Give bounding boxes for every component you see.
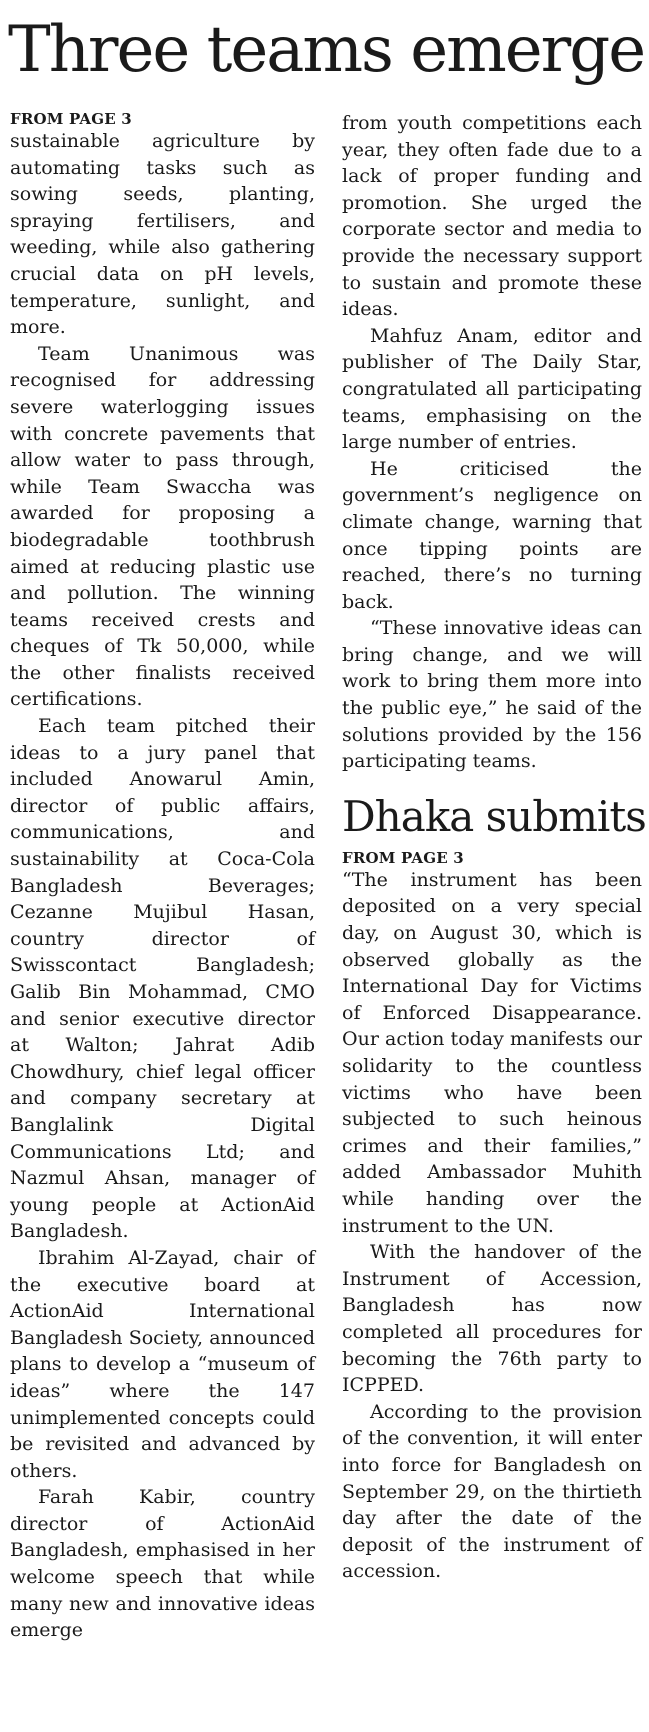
headline-three-teams-emerge: Three teams emerge (8, 13, 645, 87)
article-paragraph: Ibrahim Al-Zayad, chair of the executive board at ActionAid International Bangladesh Society, announced plans to develop a “museum of ideas” where the 147 unimplemented concepts could be revisited and advanced by others. (10, 1246, 315, 1482)
article-paragraph: He criticised the government’s negligence on climate change, warning that once tipping points are reached, there’s no turning back. (342, 457, 642, 613)
article-paragraph: sustainable agriculture by automating tasks such as sowing seeds, planting, spraying fertilisers, and weeding, while also gathering crucial data on pH levels, temperature, sunlight, and more. (10, 130, 315, 339)
kicker-from-page-3: FROM PAGE 3 (342, 848, 464, 867)
article-paragraph: “These innovative ideas can bring change, and we will work to bring them more into the public eye,” he said of the solutions provided by the 156 participating teams. (342, 617, 642, 773)
article-paragraph: According to the provision of the convention, it will enter into force for Bangladesh on September 29, on the thirtieth day after the date of the deposit of the instrument of accession. (342, 1400, 642, 1583)
headline-dhaka-submits: Dhaka submits (342, 791, 646, 841)
article-paragraph: Each team pitched their ideas to a jury panel that included Anowarul Amin, director of public affairs, communications, and sustainability at Coca-Cola Bangladesh Beverages; Cezanne Mujibul Hasan, country director of Swisscontact Bangladesh; Galib Bin Mohammad, CMO and senior executive director at Walton; Jahrat Adib Chowdhury, chief legal officer and company secretary at Banglalink Digital Communications Ltd; and Nazmul Ahsan, manager of young people at ActionAid Bangladesh. (10, 715, 315, 1243)
article-paragraph: “The instrument has been deposited on a very special day, on August 30, which is observed globally as the International Day for Victims of Enforced Disappearance. Our action today manifests our solidarity to the countless victims who have been subjected to such heinous crimes and their families,” added Ambassador Muhith while handing over the instrument to the UN. (342, 868, 642, 1237)
kicker-from-page-3: FROM PAGE 3 (10, 110, 132, 128)
article-column-left (10, 110, 315, 1644)
article-column-right (342, 110, 646, 1585)
article-paragraph-continued: from youth competitions each year, they often fade due to a lack of proper funding and promotion. She urged the corporate sector and media to provide the necessary support to sustain and promote these ideas. (342, 112, 642, 321)
article-paragraph: With the handover of the Instrument of Accession, Bangladesh has now completed all procedures for becoming the 76th party to ICPPED. (342, 1241, 642, 1397)
article-paragraph: Mahfuz Anam, editor and publisher of The Daily Star, congratulated all participating teams, emphasising on the large number of entries. (342, 324, 642, 454)
article-paragraph: Farah Kabir, country director of ActionAid Bangladesh, emphasised in her welcome speech that while many new and innovative ideas emerge (10, 1486, 315, 1642)
article-paragraph: Team Unanimous was recognised for addressing severe waterlogging issues with concrete pavements that allow water to pass through, while Team Swaccha was awarded for proposing a biodegradable toothbrush aimed at reducing plastic use and pollution. The winning teams received crests and cheques of Tk 50,000, while the other finalists received certifications. (10, 342, 315, 711)
